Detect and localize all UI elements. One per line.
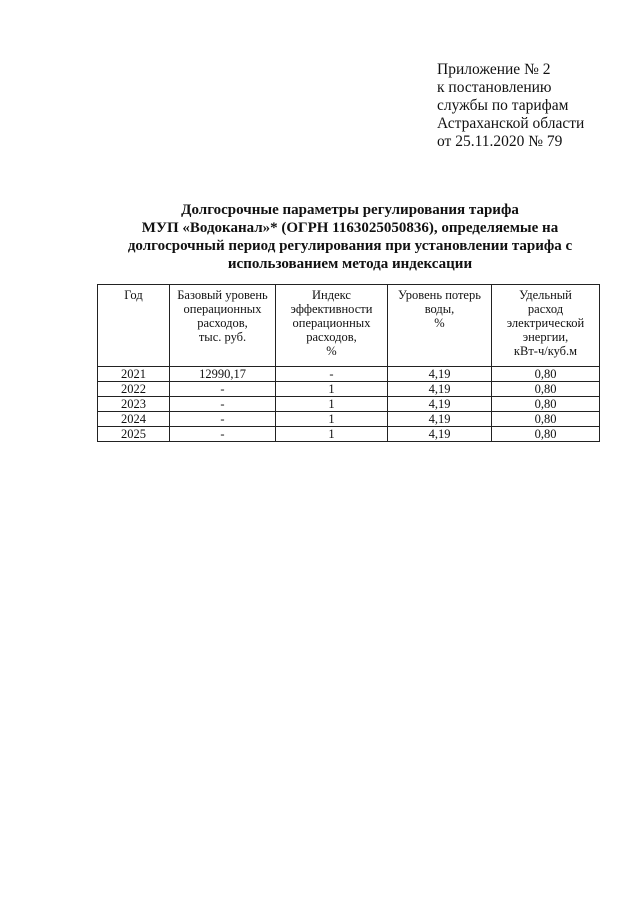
cell-water-loss: 4,19 <box>388 367 492 382</box>
cell-year: 2024 <box>98 412 170 427</box>
cell-year: 2021 <box>98 367 170 382</box>
cell-energy-consumption: 0,80 <box>492 412 600 427</box>
cell-water-loss: 4,19 <box>388 397 492 412</box>
document-title <box>60 201 640 273</box>
title-line: долгосрочный период регулирования при установлении тарифа с <box>127 238 573 254</box>
cell-year: 2025 <box>98 427 170 442</box>
cell-year: 2022 <box>98 382 170 397</box>
appendix-line: к постановлению <box>437 79 552 96</box>
cell-efficiency-index: 1 <box>276 412 388 427</box>
title-line: Долгосрочные параметры регулирования тарифа <box>181 202 519 218</box>
cell-efficiency-index: 1 <box>276 382 388 397</box>
appendix-line: Астраханской области <box>437 115 585 132</box>
appendix-line: Приложение № 2 <box>437 61 551 78</box>
cell-efficiency-index: - <box>276 367 388 382</box>
cell-water-loss: 4,19 <box>388 382 492 397</box>
title-line: МУП «Водоканал»* (ОГРН 1163025050836), определяемые на <box>141 220 559 236</box>
cell-base-opex: - <box>170 412 276 427</box>
cell-water-loss: 4,19 <box>388 412 492 427</box>
table-row <box>98 382 600 397</box>
appendix-line: от 25.11.2020 № 79 <box>437 133 563 150</box>
table-row <box>98 427 600 442</box>
header-year: Год <box>98 285 170 367</box>
cell-efficiency-index: 1 <box>276 397 388 412</box>
appendix-line: службы по тарифам <box>437 97 569 114</box>
table-row <box>98 367 600 382</box>
cell-base-opex: - <box>170 382 276 397</box>
cell-water-loss: 4,19 <box>388 427 492 442</box>
parameters-table <box>97 284 600 442</box>
cell-energy-consumption: 0,80 <box>492 367 600 382</box>
appendix-block <box>437 61 627 151</box>
header-water-loss: Уровень потерь воды, % <box>388 285 492 367</box>
cell-base-opex: 12990,17 <box>170 367 276 382</box>
cell-energy-consumption: 0,80 <box>492 382 600 397</box>
header-base-opex: Базовый уровень операционных расходов, тыс. руб. <box>170 285 276 367</box>
cell-efficiency-index: 1 <box>276 427 388 442</box>
cell-energy-consumption: 0,80 <box>492 397 600 412</box>
header-energy-consumption: Удельный расход электрической энергии, кВт-ч/куб.м <box>492 285 600 367</box>
table-row <box>98 397 600 412</box>
table-row <box>98 412 600 427</box>
table-header-row <box>98 285 600 367</box>
cell-base-opex: - <box>170 427 276 442</box>
cell-energy-consumption: 0,80 <box>492 427 600 442</box>
title-line: использованием метода индексации <box>227 256 473 272</box>
header-efficiency-index: Индекс эффективности операционных расходов, % <box>276 285 388 367</box>
cell-year: 2023 <box>98 397 170 412</box>
cell-base-opex: - <box>170 397 276 412</box>
